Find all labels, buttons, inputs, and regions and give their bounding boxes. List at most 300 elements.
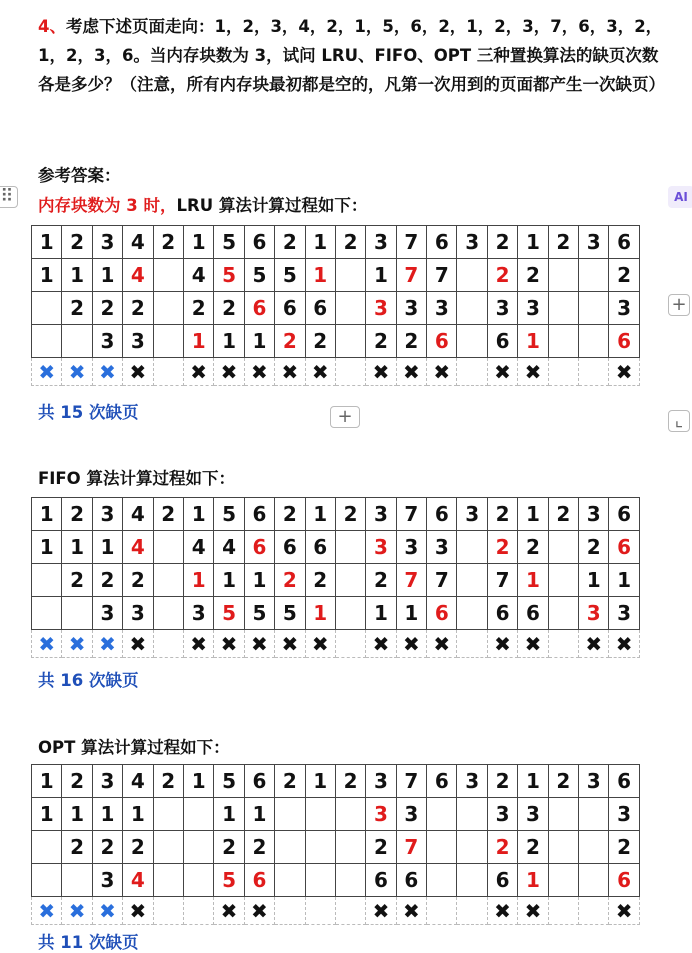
frame-cell: 1 [183,325,213,358]
frame-cell: 2 [487,831,517,864]
frame-cell [457,325,487,358]
frame-cell: 1 [305,259,335,292]
page-fault-icon: ✖ [244,630,274,658]
frame-row [32,325,640,358]
reference-cell: 2 [335,498,365,531]
reference-cell: 3 [579,765,609,798]
frame-cell: 2 [123,564,153,597]
fault-row [32,897,640,925]
page-fault-icon: ✖ [609,630,639,658]
reference-cell: 5 [214,765,244,798]
reference-cell: 2 [153,765,183,798]
frame-cell [153,798,183,831]
fault-cell [427,897,457,925]
reference-cell: 7 [396,226,426,259]
frame-cell: 5 [275,259,305,292]
frame-cell: 1 [183,564,213,597]
frame-cell: 2 [244,831,274,864]
frame-cell: 2 [366,831,396,864]
fault-cell [579,358,609,386]
frame-cell: 7 [427,259,457,292]
frame-cell: 2 [62,831,92,864]
frame-cell: 6 [518,597,548,630]
frame-cell [335,292,365,325]
reference-cell: 3 [579,498,609,531]
reference-cell: 2 [153,226,183,259]
ai-button[interactable]: AI [668,186,692,208]
frame-cell: 1 [62,259,92,292]
frame-cell [32,292,62,325]
frame-cell [548,831,578,864]
frame-cell: 6 [609,864,639,897]
frame-cell [457,564,487,597]
fault-cell [457,630,487,658]
frame-cell [335,798,365,831]
frame-cell [305,864,335,897]
opt-table [31,764,640,925]
lru-title-text: LRU 算法计算过程如下： [176,196,368,215]
frame-cell [335,831,365,864]
frame-cell [548,259,578,292]
page-fault-icon: ✖ [609,358,639,386]
fault-cell [153,630,183,658]
fault-cell [335,358,365,386]
frame-cell [183,831,213,864]
frame-cell: 5 [275,597,305,630]
frame-cell: 3 [609,798,639,831]
reference-cell: 3 [457,765,487,798]
frame-cell: 3 [396,292,426,325]
frame-cell [548,325,578,358]
reference-cell: 1 [518,226,548,259]
reference-cell: 6 [244,498,274,531]
frame-cell: 6 [305,292,335,325]
fault-cell [457,897,487,925]
frame-cell: 3 [366,798,396,831]
page-fault-icon: ✖ [183,358,213,386]
frame-cell: 3 [609,597,639,630]
frame-cell: 2 [214,292,244,325]
page-fault-icon: ✖ [487,630,517,658]
reference-cell: 3 [457,226,487,259]
frame-cell: 3 [518,798,548,831]
frame-cell: 6 [275,292,305,325]
page-fault-icon: ✖ [427,358,457,386]
frame-cell: 7 [396,259,426,292]
reference-cell: 1 [32,765,62,798]
page-fault-icon: ✖ [214,897,244,925]
page-fault-icon: ✖ [92,897,122,925]
frame-cell: 6 [396,864,426,897]
fault-cell [183,897,213,925]
page-fault-icon: ✖ [396,630,426,658]
fault-cell [548,358,578,386]
frame-cell [457,259,487,292]
reference-cell: 6 [244,226,274,259]
frame-cell [548,564,578,597]
frame-cell: 4 [214,531,244,564]
frame-cell: 2 [487,259,517,292]
frame-cell [183,798,213,831]
fifo-total: 共 16 次缺页 [38,671,139,690]
frame-cell: 3 [366,292,396,325]
frame-cell [457,798,487,831]
frame-cell: 6 [609,531,639,564]
frame-cell: 6 [427,325,457,358]
frame-cell [183,864,213,897]
frame-cell: 1 [305,597,335,630]
frame-cell: 2 [275,564,305,597]
frame-cell [153,259,183,292]
fifo-title-text: FIFO 算法计算过程如下： [38,469,235,488]
page-fault-icon: ✖ [518,897,548,925]
frame-cell [32,864,62,897]
frame-cell: 4 [123,531,153,564]
page-fault-icon: ✖ [214,358,244,386]
frame-cell: 3 [396,798,426,831]
page-fault-icon: ✖ [32,358,62,386]
frame-cell [275,831,305,864]
frame-cell: 2 [366,325,396,358]
question-text: 考虑下述页面走向：1，2，3，4，2，1，5，6，2，1，2，3，7，6，3，2，1，2，3，6。当内存块数为 3，试问 LRU、FIFO、OPT 三种置换算法的缺页次数各是多少？（注意，所有内存块最初都是空的，凡第一次用到的页面都产生一次缺页） [38,17,665,94]
page-fault-icon: ✖ [214,630,244,658]
frame-cell: 1 [123,798,153,831]
page-fault-icon: ✖ [32,630,62,658]
reference-cell: 7 [396,765,426,798]
fault-cell [335,897,365,925]
frame-cell [62,597,92,630]
reference-cell: 3 [366,765,396,798]
frame-cell [427,798,457,831]
frame-cell: 3 [427,292,457,325]
frame-cell: 1 [92,531,122,564]
frame-cell [153,564,183,597]
frame-cell: 6 [244,531,274,564]
page-fault-icon: ✖ [244,358,274,386]
fault-cell [457,358,487,386]
reference-cell: 7 [396,498,426,531]
page-fault-icon: ✖ [305,630,335,658]
frame-cell: 2 [62,564,92,597]
frame-cell: 5 [214,259,244,292]
frame-cell [32,325,62,358]
frame-cell [335,325,365,358]
add-row-button[interactable]: + [330,406,360,428]
fault-cell [153,358,183,386]
lru-table [31,225,640,386]
reference-cell: 1 [305,765,335,798]
frame-cell: 3 [518,292,548,325]
frame-cell [427,864,457,897]
frame-cell [579,292,609,325]
frame-cell [548,531,578,564]
reference-cell: 6 [427,226,457,259]
reference-cell: 6 [609,226,639,259]
frame-cell [335,864,365,897]
page-fault-icon: ✖ [396,897,426,925]
reference-cell: 2 [62,765,92,798]
page-fault-icon: ✖ [579,630,609,658]
fault-cell [153,897,183,925]
reference-cell: 2 [548,226,578,259]
frame-cell: 1 [244,798,274,831]
frame-row [32,597,640,630]
frame-cell [275,798,305,831]
frame-cell [153,831,183,864]
frame-cell: 1 [244,325,274,358]
frame-cell: 1 [32,531,62,564]
frame-cell: 1 [92,259,122,292]
fault-cell [305,897,335,925]
page-fault-icon: ✖ [62,358,92,386]
frame-cell: 6 [244,292,274,325]
page-fault-icon: ✖ [427,630,457,658]
page-fault-icon: ✖ [275,358,305,386]
frame-cell: 1 [214,564,244,597]
frame-cell: 3 [92,325,122,358]
frame-cell [579,798,609,831]
frame-cell [153,864,183,897]
fault-cell [335,630,365,658]
frame-cell: 4 [123,864,153,897]
frame-cell [153,597,183,630]
lru-title [38,192,367,216]
reference-cell: 2 [548,498,578,531]
reference-cell: 1 [305,498,335,531]
reference-cell: 3 [92,765,122,798]
frame-cell: 2 [366,564,396,597]
frame-row [32,564,640,597]
frame-cell [579,325,609,358]
reference-cell: 2 [275,765,305,798]
frame-cell: 3 [92,864,122,897]
frame-cell: 3 [123,325,153,358]
frame-cell [457,831,487,864]
lru-title-red: 内存块数为 3 时， [38,196,177,215]
frame-cell [457,531,487,564]
page-fault-icon: ✖ [32,897,62,925]
frame-cell: 6 [244,864,274,897]
reference-cell: 3 [579,226,609,259]
frame-cell: 5 [214,864,244,897]
reference-cell: 1 [183,226,213,259]
frame-cell [62,325,92,358]
frame-row [32,259,640,292]
frame-cell: 1 [62,798,92,831]
frame-row [32,798,640,831]
reference-cell: 5 [214,226,244,259]
frame-cell: 7 [487,564,517,597]
frame-cell [62,864,92,897]
reference-cell: 4 [123,226,153,259]
reference-cell: 2 [335,226,365,259]
page-fault-icon: ✖ [487,358,517,386]
frame-row [32,864,640,897]
frame-cell [457,597,487,630]
frame-cell [579,831,609,864]
frame-cell [579,259,609,292]
reference-cell: 4 [123,765,153,798]
frame-cell: 1 [366,259,396,292]
page-fault-icon: ✖ [92,630,122,658]
frame-cell [32,564,62,597]
reference-cell: 4 [123,498,153,531]
frame-row [32,531,640,564]
add-column-button[interactable]: + [668,294,690,316]
frame-cell [579,864,609,897]
frame-cell: 1 [92,798,122,831]
frame-cell: 2 [62,292,92,325]
fault-row [32,358,640,386]
frame-cell: 6 [427,597,457,630]
frame-row [32,292,640,325]
reference-cell: 2 [62,226,92,259]
frame-cell: 3 [366,531,396,564]
reference-cell: 5 [214,498,244,531]
frame-cell: 2 [92,292,122,325]
frame-cell: 3 [487,798,517,831]
page-fault-icon: ✖ [366,630,396,658]
reference-cell: 1 [518,765,548,798]
frame-cell [335,259,365,292]
frame-cell: 2 [518,831,548,864]
frame-cell: 1 [396,597,426,630]
frame-cell: 7 [396,831,426,864]
page-fault-icon: ✖ [183,630,213,658]
reference-cell: 1 [518,498,548,531]
page-fault-icon: ✖ [609,897,639,925]
opt-total: 共 11 次缺页 [38,933,139,952]
reference-cell: 3 [92,226,122,259]
frame-cell [32,831,62,864]
frame-cell [32,597,62,630]
drag-handle-icon[interactable]: ⠿ [0,186,18,208]
reference-cell: 1 [183,765,213,798]
reference-cell: 1 [305,226,335,259]
page-fault-icon: ✖ [487,897,517,925]
frame-cell: 2 [305,325,335,358]
frame-cell: 1 [214,325,244,358]
reference-row [32,498,640,531]
frame-cell: 1 [609,564,639,597]
frame-cell: 1 [366,597,396,630]
page-fault-icon: ✖ [275,630,305,658]
frame-cell: 2 [609,831,639,864]
frame-cell: 3 [92,597,122,630]
frame-cell: 6 [487,325,517,358]
frame-cell: 1 [32,259,62,292]
frame-cell: 2 [92,564,122,597]
reference-cell: 2 [62,498,92,531]
frame-cell: 1 [518,864,548,897]
frame-cell: 4 [123,259,153,292]
frame-cell: 7 [427,564,457,597]
frame-row [32,831,640,864]
frame-cell [153,292,183,325]
question-number: 4、 [38,17,66,36]
frame-cell: 7 [396,564,426,597]
page-fault-icon: ✖ [366,358,396,386]
page-fault-icon: ✖ [518,630,548,658]
fault-cell [548,897,578,925]
frame-cell: 6 [366,864,396,897]
frame-cell: 6 [275,531,305,564]
reference-cell: 2 [487,226,517,259]
frame-cell [335,531,365,564]
page-fault-icon: ✖ [123,630,153,658]
frame-cell: 1 [579,564,609,597]
reference-row [32,226,640,259]
frame-cell [335,564,365,597]
page-fault-icon: ✖ [244,897,274,925]
reference-cell: 1 [32,226,62,259]
frame-cell [305,798,335,831]
page-fault-icon: ✖ [62,897,92,925]
frame-cell: 2 [305,564,335,597]
opt-title [38,734,230,758]
frame-cell: 1 [62,531,92,564]
frame-cell: 6 [609,325,639,358]
frame-cell [548,597,578,630]
page-fault-icon: ✖ [62,630,92,658]
frame-cell: 3 [123,597,153,630]
frame-cell [457,864,487,897]
question [38,12,668,99]
frame-cell: 4 [183,531,213,564]
frame-cell [548,864,578,897]
reference-cell: 6 [609,765,639,798]
fifo-title [38,465,235,489]
frame-cell [427,831,457,864]
reference-cell: 2 [275,498,305,531]
fault-cell [548,630,578,658]
frame-cell: 2 [396,325,426,358]
frame-cell: 2 [123,831,153,864]
fault-cell [579,897,609,925]
frame-cell: 3 [183,597,213,630]
frame-cell: 5 [244,259,274,292]
frame-cell: 2 [609,259,639,292]
frame-cell: 6 [305,531,335,564]
reference-cell: 2 [275,226,305,259]
frame-cell [548,798,578,831]
reference-cell: 2 [335,765,365,798]
frame-cell: 5 [244,597,274,630]
page-fault-icon: ✖ [123,897,153,925]
reference-cell: 1 [32,498,62,531]
frame-cell: 2 [214,831,244,864]
page-fault-icon: ✖ [305,358,335,386]
page-fault-icon: ✖ [396,358,426,386]
fault-row [32,630,640,658]
frame-cell: 1 [214,798,244,831]
frame-cell: 1 [244,564,274,597]
frame-cell: 5 [214,597,244,630]
frame-cell [335,597,365,630]
frame-cell [153,325,183,358]
reference-cell: 2 [487,498,517,531]
opt-title-text: OPT 算法计算过程如下： [38,738,230,757]
frame-cell: 2 [579,531,609,564]
frame-cell: 3 [579,597,609,630]
reference-cell: 2 [548,765,578,798]
frame-cell: 1 [518,325,548,358]
frame-cell: 3 [396,531,426,564]
frame-cell [457,292,487,325]
frame-cell: 1 [518,564,548,597]
resize-handle-icon[interactable]: ⌞ [668,410,690,432]
reference-cell: 3 [366,226,396,259]
